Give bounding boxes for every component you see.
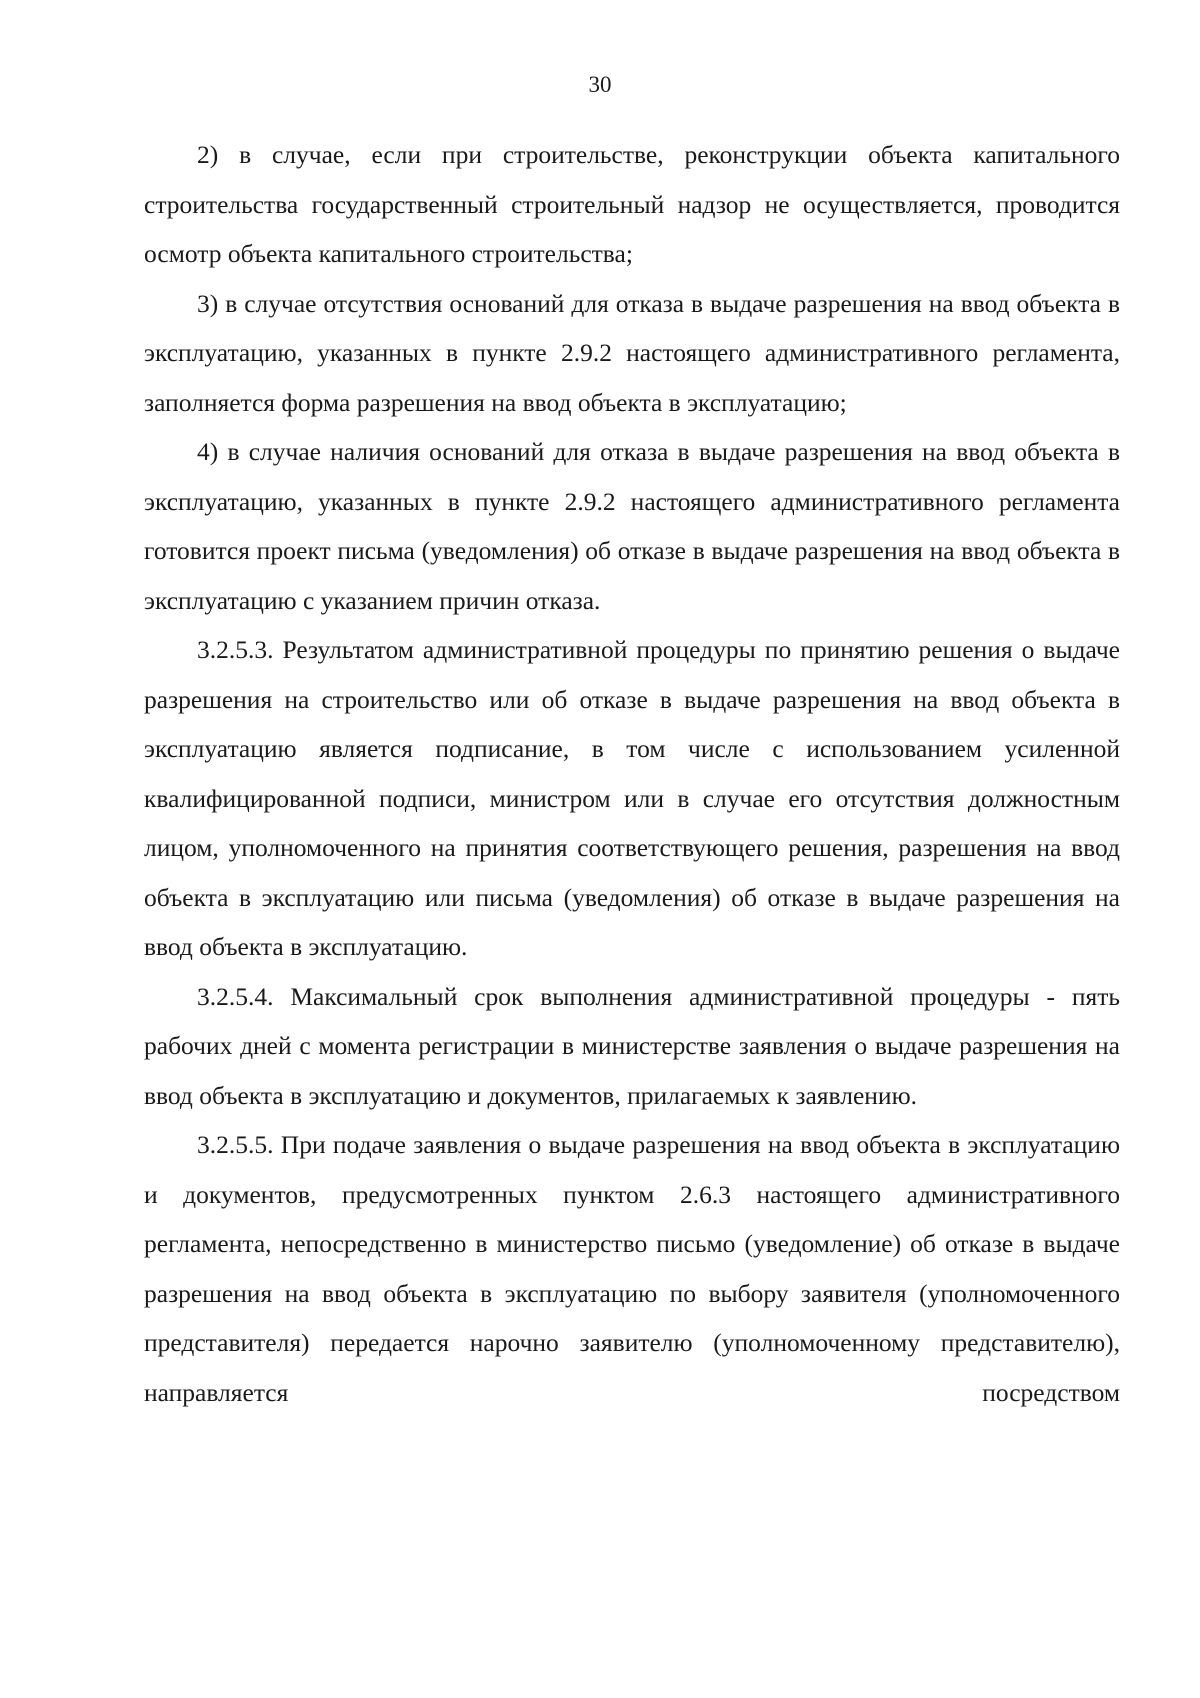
paragraph-item-4: 4) в случае наличия оснований для отказа в выдаче разрешения на ввод объекта в эксплуатацию, указанных в пункте 2.9.2 настоящего административного регламента готовится проект письма (уведомления) об отказе в выдаче разрешения на ввод объекта в эксплуатацию с указанием причин отказа. xyxy=(144,437,1120,615)
paragraph-3-2-5-5: 3.2.5.5. При подаче заявления о выдаче разрешения на ввод объекта в эксплуатацию и документов, предусмотренных пунктом 2.6.3 настоящего административного регламента, непосредственно в министерство письмо (уведомление) об отказе в выдаче разрешения на ввод объекта в эксплуатацию по выбору заявителя (уполномоченного представителя) передается нарочно заявителю (уполномоченному представителю), направляется посредством xyxy=(144,1130,1120,1407)
paragraph-item-2: 2) в случае, если при строительстве, реконструкции объекта капитального строительства государственный строительный надзор не осуществляется, проводится осмотр объекта капитального строительства; xyxy=(144,140,1120,268)
paragraph-3-2-5-4: 3.2.5.4. Максимальный срок выполнения административной процедуры - пять рабочих дней с момента регистрации в министерстве заявления о выдаче разрешения на ввод объекта в эксплуатацию и документов, прилагаемых к заявлению. xyxy=(144,981,1120,1110)
document-body xyxy=(144,130,1120,1417)
paragraph-item-3: 3) в случае отсутствия оснований для отказа в выдаче разрешения на ввод объекта в эксплуатацию, указанных в пункте 2.9.2 настоящего административного регламента, заполняется форма разрешения на ввод объекта в эксплуатацию; xyxy=(144,288,1120,417)
page-number: 30 xyxy=(588,72,612,97)
paragraph-3-2-5-3: 3.2.5.3. Результатом административной процедуры по принятию решения о выдаче разрешения на строительство или об отказе в выдаче разрешения на ввод объекта в эксплуатацию является подписание, в том числе с использованием усиленной квалифицированной подписи, министром или в случае его отсутствия должностным лицом, уполномоченного на принятия соответствующего решения, разрешения на ввод объекта в эксплуатацию или письма (уведомления) об отказе в выдаче разрешения на ввод объекта в эксплуатацию. xyxy=(144,635,1120,961)
